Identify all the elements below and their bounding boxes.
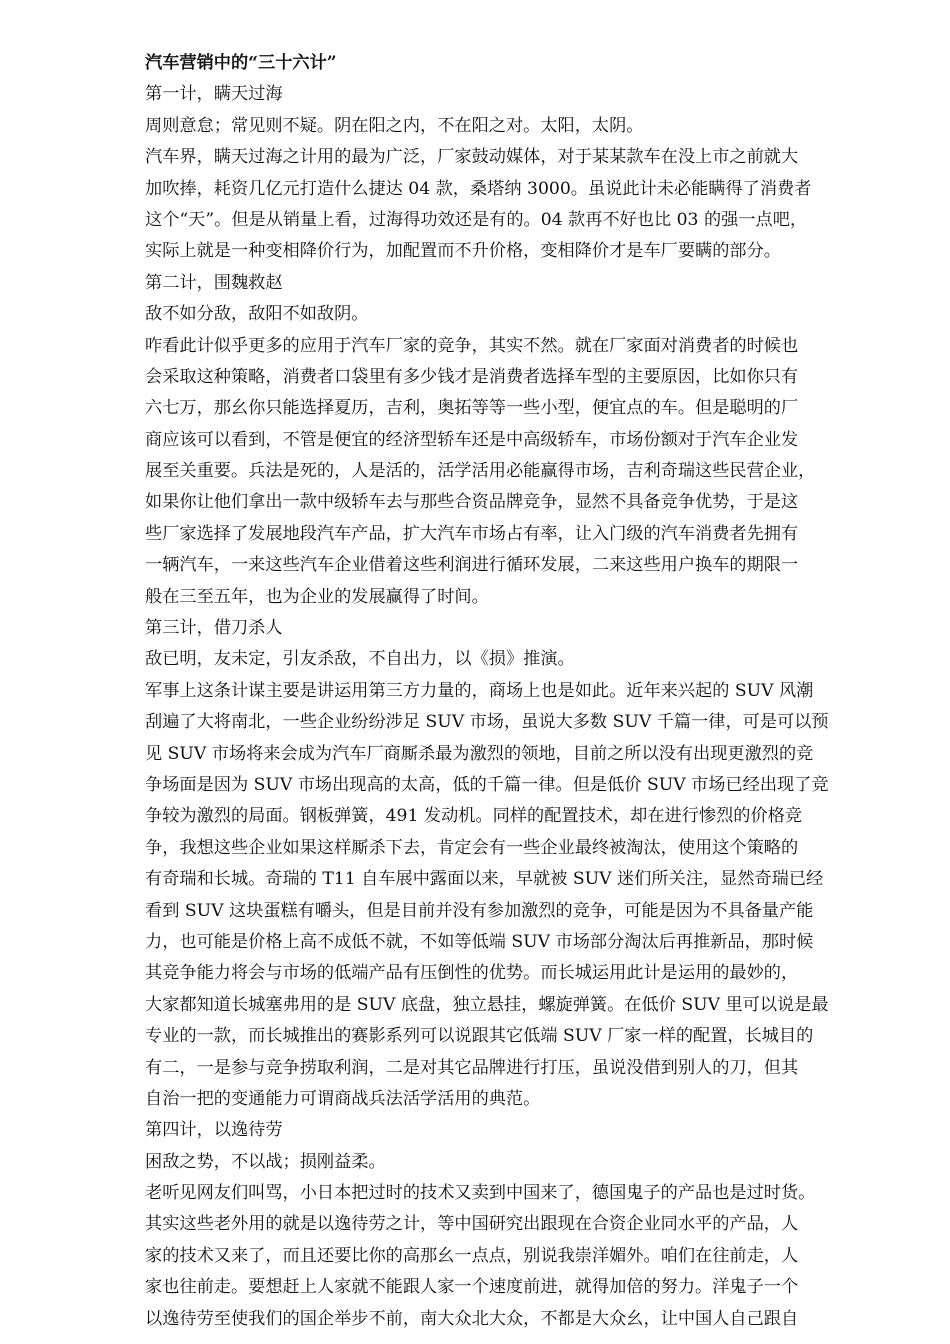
paragraph-line: 有奇瑞和长城。奇瑞的 T11 自车展中露面以来，早就被 SUV 迷们所关注，显然奇瑞已经 [145,869,824,890]
section-4 [145,1115,875,1335]
paragraph-line: 般在三至五年，也为企业的发展赢得了时间。 [145,586,489,607]
section-heading: 第三计，借刀杀人 [145,618,283,639]
paragraph-line: 咋看此计似乎更多的应用于汽车厂家的竞争，其实不然。就在厂家面对消费者的时候也 [145,335,799,356]
paragraph-line: 自治一把的变通能力可谓商战兵法活学活用的典范。 [145,1088,541,1109]
paragraph-line: 见 SUV 市场将来会成为汽车厂商厮杀最为激烈的领地，目前之所以没有出现更激烈的竞 [145,743,814,764]
paragraph-line: 力，也可能是价格上高不成低不就，不如等低端 SUV 市场部分淘汰后再推新品，那时候 [145,931,814,952]
paragraph-line: 老听见网友们叫骂，小日本把过时的技术又卖到中国来了，德国鬼子的产品也是过时货。 [145,1183,816,1204]
paragraph-line: 些厂家选择了发展地段汽车产品，扩大汽车市场占有率，让入门级的汽车消费者先拥有 [145,523,799,544]
section-heading: 第四计，以逸待劳 [145,1120,283,1141]
paragraph-line: 加吹捧，耗资几亿元打造什么捷达 04 款，桑塔纳 3000。虽说此计未必能瞒得了消费者 [145,178,812,199]
document-title: 汽车营销中的“三十六计” [145,53,337,73]
paragraph-line: 家也往前走。要想赶上人家就不能跟人家一个速度前进，就得加倍的努力。洋鬼子一个 [145,1277,799,1298]
paragraph-line: 会采取这种策略，消费者口袋里有多少钱才是消费者选择车型的主要原因，比如你只有 [145,366,799,387]
paragraph-line: 展至关重要。兵法是死的，人是活的，活学活用必能赢得市场，吉利奇瑞这些民营企业， [145,461,816,482]
paragraph-line: 实际上就是一种变相降价行为，加配置而不升价格，变相降价才是车厂要瞒的部分。 [145,241,781,262]
paragraph-line: 大家都知道长城塞弗用的是 SUV 底盘，独立悬挂，螺旋弹簧。在低价 SUV 里可以说是最 [145,994,829,1015]
paragraph-line: 有二，一是参与竞争捞取利润，二是对其它品牌进行打压，虽说没借到别人的刀，但其 [145,1057,799,1078]
paragraph-line: 敌不如分敌，敌阳不如敌阴。 [145,304,369,325]
section-2 [145,268,875,613]
paragraph-line: 其竞争能力将会与市场的低端产品有压倒性的优势。而长城运用此计是运用的最妙的， [145,963,799,984]
paragraph-line: 其实这些老外用的就是以逸待劳之计，等中国研究出跟现在合资企业同水平的产品，人 [145,1214,799,1235]
section-heading: 第二计，围魏救赵 [145,272,283,293]
paragraph-line: 汽车界，瞒天过海之计用的最为广泛，厂家鼓动媒体，对于某某款车在没上市之前就大 [145,147,799,168]
paragraph-line: 专业的一款，而长城推出的赛影系列可以说跟其它低端 SUV 厂家一样的配置，长城目的 [145,1026,814,1047]
section-heading: 第一计，瞒天过海 [145,84,283,105]
paragraph-line: 以逸待劳至使我们的国企举步不前，南大众北大众，不都是大众幺，让中国人自己跟自 [145,1308,799,1329]
section-1 [145,79,875,267]
section-3 [145,613,875,1115]
paragraph-line: 一辆汽车，一来这些汽车企业借着这些利润进行循环发展，二来这些用户换车的期限一 [145,555,799,576]
paragraph-line: 军事上这条计谋主要是讲运用第三方力量的，商场上也是如此。近年来兴起的 SUV 风潮 [145,680,814,701]
document-page [145,48,875,1335]
paragraph-line: 困敌之势，不以战；损刚益柔。 [145,1151,386,1172]
paragraph-line: 六七万，那幺你只能选择夏历，吉利，奥拓等等一些小型，便宜点的车。但是聪明的厂 [145,398,799,419]
paragraph-line: 刮遍了大将南北，一些企业纷纷涉足 SUV 市场，虽说大多数 SUV 千篇一律，可是可以预 [145,712,829,733]
paragraph-line: 这个“天”。但是从销量上看，过海得功效还是有的。04 款再不好也比 03 的强一点吧， [145,209,808,230]
paragraph-line: 周则意怠；常见则不疑。阴在阳之内，不在阳之对。太阳，太阴。 [145,115,644,136]
paragraph-line: 商应该可以看到，不管是便宜的经济型轿车还是中高级轿车，市场份额对于汽车企业发 [145,429,799,450]
paragraph-line: 争场面是因为 SUV 市场出现高的太高，低的千篇一律。但是低价 SUV 市场已经出现了竞 [145,774,829,795]
paragraph-line: 如果你让他们拿出一款中级轿车去与那些合资品牌竞争，显然不具备竞争优势，于是这 [145,492,799,513]
paragraph-line: 争，我想这些企业如果这样厮杀下去，肯定会有一些企业最终被淘汰，使用这个策略的 [145,837,799,858]
paragraph-line: 家的技术又来了，而且还要比你的高那幺一点点，别说我崇洋媚外。咱们在往前走，人 [145,1245,799,1266]
paragraph-line: 争较为激烈的局面。钢板弹簧，491 发动机。同样的配置技术，却在进行惨烈的价格竞 [145,806,803,827]
paragraph-line: 看到 SUV 这块蛋糕有嚼头，但是目前并没有参加激烈的竞争，可能是因为不具备量产能 [145,900,814,921]
paragraph-line: 敌已明，友未定，引友杀敌，不自出力，以《损》推演。 [145,649,575,670]
